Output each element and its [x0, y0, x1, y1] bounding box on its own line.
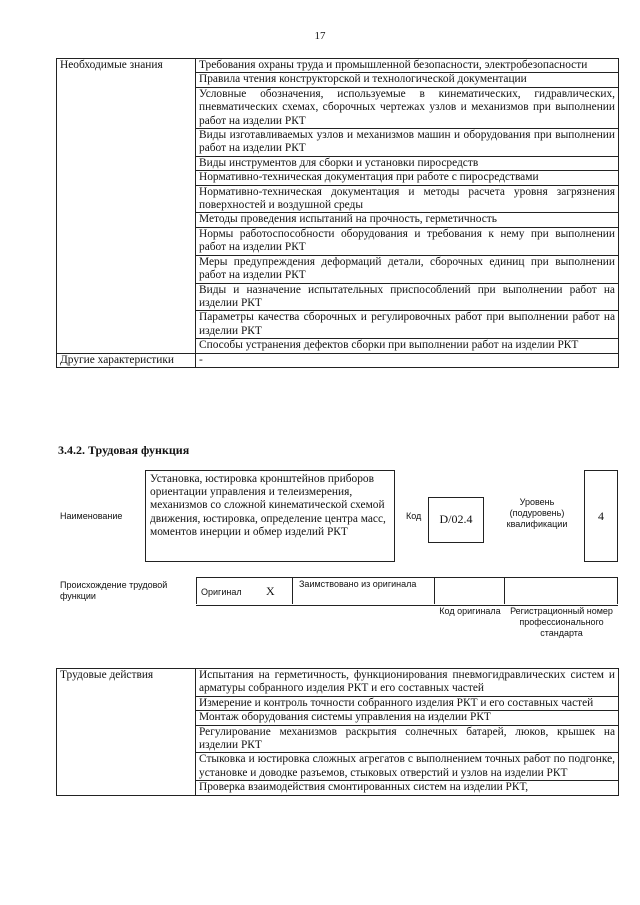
knowledge-table [56, 58, 619, 368]
name-label: Наименование [60, 511, 123, 521]
actions-table [56, 668, 619, 796]
table-row [57, 353, 619, 367]
knowledge-item: Условные обозначения, используемые в кинематических, гидравлических, пневматических схемах, сборочных чертежах узлов и механизмов при выполнении работ на изделии РКТ [196, 87, 619, 128]
knowledge-item: Методы проведения испытаний на прочность, герметичность [196, 213, 619, 227]
knowledge-item: Нормы работоспособности оборудования и требования к нему при выполнении работ на изделии РКТ [196, 227, 619, 255]
original-mark: X [266, 584, 275, 598]
action-item: Регулирование механизмов раскрытия солнечных батарей, люков, крышек на изделии РКТ [196, 725, 619, 753]
knowledge-item: Параметры качества сборочных и регулировочных работ при выполнении работ на изделии РКТ [196, 311, 619, 339]
other-characteristics-value: - [196, 353, 619, 367]
knowledge-item: Правила чтения конструкторской и технологической документации [196, 73, 619, 87]
reg-number-cell [504, 577, 618, 604]
knowledge-item: Нормативно-техническая документация при работе с пиросредствами [196, 171, 619, 185]
function-name-value: Установка, юстировка кронштейнов приборов ориентации управления и телеизмерения, механизмов со сложной кинематической схемой движения, юстировка, определение центра масс, моментов инерции и обмер изделий РКТ [145, 470, 395, 562]
code-label: Код [406, 511, 422, 521]
knowledge-label: Необходимые знания [57, 59, 196, 354]
knowledge-item: Способы устранения дефектов сборки при выполнении работ на изделии РКТ [196, 339, 619, 353]
original-label: Оригинал [201, 587, 242, 597]
action-item: Монтаж оборудования системы управления на изделии РКТ [196, 711, 619, 725]
action-item: Измерение и контроль точности собранного изделия РКТ и его составных частей [196, 696, 619, 710]
borrowed-label: Заимствовано из оригинала [299, 579, 417, 589]
knowledge-item: Виды изготавливаемых узлов и механизмов машин и оборудования при выполнении работ на изделии РКТ [196, 129, 619, 157]
other-characteristics-label: Другие характеристики [57, 353, 196, 367]
origin-label: Происхождение трудовой функции [60, 580, 168, 601]
qualification-level-label: Уровень (подуровень) квалификации [506, 497, 568, 529]
code-original-label: Код оригинала [439, 606, 501, 616]
table-row [57, 59, 619, 73]
knowledge-item: Нормативно-техническая документация и методы расчета уровня загрязнения поверхностей и воздушной среды [196, 185, 619, 213]
registration-number-label: Регистрационный номер профессионального стандарта [510, 606, 613, 638]
page-number: 17 [314, 30, 326, 42]
code-original-cell [434, 577, 504, 604]
knowledge-item: Виды инструментов для сборки и установки пиросредств [196, 156, 619, 170]
table-row [57, 669, 619, 697]
action-item: Стыковка и юстировка сложных агрегатов с выполнением точных работ по подгонке, установке и доводке разъемов, стыковых отверстий и узлов на изделии РКТ [196, 753, 619, 781]
knowledge-item: Меры предупреждения деформаций детали, сборочных единиц при выполнении работ на изделии РКТ [196, 255, 619, 283]
actions-label: Трудовые действия [57, 669, 196, 796]
knowledge-item: Виды и назначение испытательных приспособлений при выполнении работ на изделии РКТ [196, 283, 619, 311]
section-title: 3.4.2. Трудовая функция [58, 443, 190, 457]
action-item: Испытания на герметичность, функционирования пневмогидравлических систем и арматуры собранного изделия РКТ и его составных частей [196, 669, 619, 697]
function-code-value: D/02.4 [428, 497, 484, 543]
qualification-level-value: 4 [584, 470, 618, 562]
knowledge-item: Требования охраны труда и промышленной безопасности, электробезопасности [196, 59, 619, 73]
action-item: Проверка взаимодействия смонтированных систем на изделии РКТ, [196, 781, 619, 795]
